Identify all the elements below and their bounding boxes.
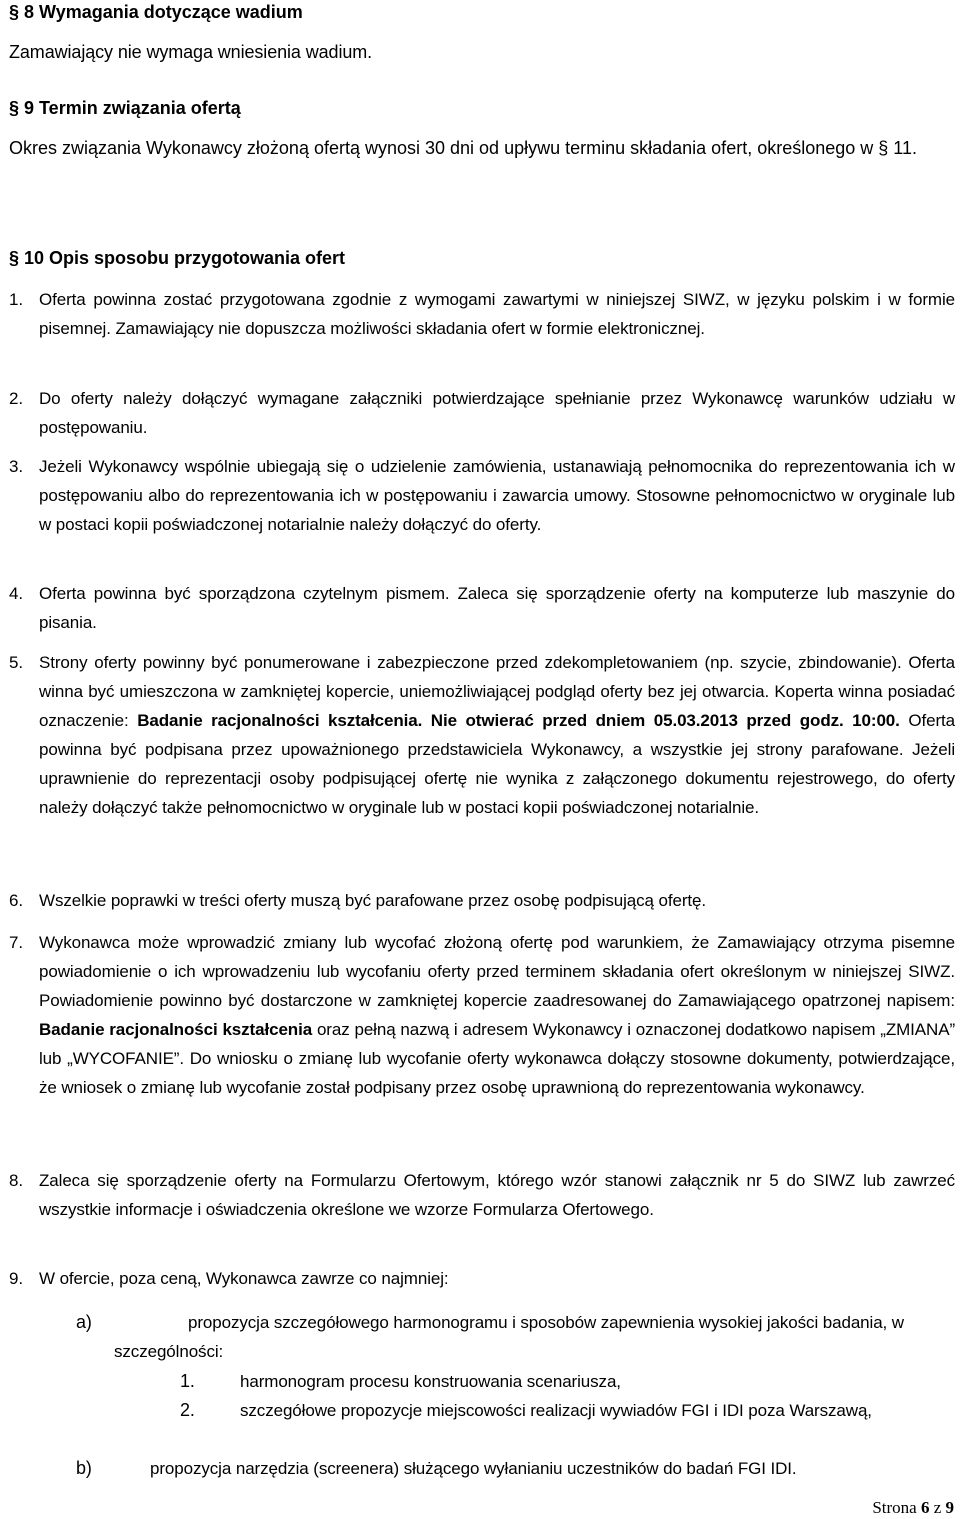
list-item-text: Wszelkie poprawki w treści oferty muszą być parafowane przez osobę podpisującą ofertę. (39, 891, 706, 910)
list-item-text (39, 648, 955, 822)
sub-item-label: b) (76, 1458, 92, 1478)
list-item-number: 2. (9, 389, 23, 408)
sub-item-label: a) (76, 1312, 92, 1332)
list-item-number: 1. (9, 290, 23, 309)
section-8-heading: § 8 Wymagania dotyczące wadium (9, 2, 303, 22)
sub-sub-item-text: harmonogram procesu konstruowania scenariusza, (240, 1372, 621, 1391)
list-item-text: Jeżeli Wykonawcy wspólnie ubiegają się o udzielenie zamówienia, ustanawiają pełnomocnika do reprezentowania ich w postępowaniu albo do reprezentowania ich w postępowaniu i zawarcia umowy. Stosowne pełnomocnictwo w oryginale lub w postaci kopii poświadczonej notarialnie należy dołączyć do oferty. (39, 457, 955, 534)
sub-sub-item-1 (180, 1367, 920, 1396)
section-9-heading: § 9 Termin związania ofertą (9, 98, 241, 118)
list-item-number: 3. (9, 457, 23, 476)
list-item-text: Zaleca się sporządzenie oferty na Formularzu Ofertowym, którego wzór stanowi załącznik nr 5 do SIWZ lub zawrzeć wszystkie informacje i oświadczenia określone we wzorze Formularza Ofertowego. (39, 1171, 955, 1219)
list-item-number: 5. (9, 653, 23, 672)
list-item (9, 928, 955, 1102)
list-item (9, 1264, 955, 1293)
list-item (9, 886, 955, 915)
list-item-text-part: Wykonawca może wprowadzić zmiany lub wycofać złożoną ofertę pod warunkiem, że Zamawiający otrzyma pisemne powiadomienie o ich wprowadzeniu lub wycofaniu oferty przed terminem składania ofert określonym w niniejszej SIWZ. Powiadomienie powinno być dostarczone w zamkniętej kopercie zaadresowanej do Zamawiającego opatrzonej napisem: (39, 933, 955, 1010)
section-10-heading: § 10 Opis sposobu przygotowania ofert (9, 248, 346, 268)
list-item-text-part: Strony oferty powinny być ponumerowane i zabezpieczone przed zdekompletowaniem (np. szycie, zbindowanie). Oferta winna być umieszczona w zamkniętej kopercie, uniemożliwiającej podgląd oferty bez jej otwarcia. Koperta winna posiadać oznaczenie: (39, 653, 955, 730)
footer-separator: z (929, 1498, 946, 1517)
sub-sub-item-label: 2. (180, 1400, 195, 1420)
page-number-footer (872, 1497, 954, 1519)
sub-sub-item-2 (180, 1396, 920, 1425)
list-item (9, 285, 955, 343)
current-page-number: 6 (920, 1498, 930, 1517)
list-item (9, 648, 955, 822)
footer-label: Strona (872, 1498, 921, 1517)
list-item-text: Do oferty należy dołączyć wymagane załączniki potwierdzające spełnianie przez Wykonawcę warunków udziału w postępowaniu. (39, 389, 955, 437)
list-item-text-part: Oferta powinna być podpisana przez upoważnionego przedstawiciela Wykonawcy, a wszystkie jej strony parafowane. Jeżeli uprawnienie do reprezentacji osoby podpisującej ofertę nie wynika z załączonego dokumentu rejestrowego, do oferty należy dołączyć także pełnomocnictwo w oryginale lub w postaci kopii poświadczonej notarialnie. (39, 711, 955, 817)
list-item-text: Oferta powinna zostać przygotowana zgodnie z wymogami zawartymi w niniejszej SIWZ, w języku polskim i w formie pisemnej. Zamawiający nie dopuszcza możliwości składania ofert w formie elektronicznej. (39, 290, 955, 338)
list-item-number: 7. (9, 933, 23, 952)
total-pages-number: 9 (945, 1498, 954, 1517)
list-item-number: 8. (9, 1171, 23, 1190)
list-item-text: W ofercie, poza ceną, Wykonawca zawrze co najmniej: (39, 1269, 449, 1288)
section-8-text: Zamawiający nie wymaga wniesienia wadium. (9, 42, 373, 62)
envelope-marking-bold: Badanie racjonalności kształcenia. Nie otwierać przed dniem 05.03.2013 przed godz. 10:00. (137, 711, 900, 730)
sub-item-text: propozycja narzędzia (screenera) służącego wyłanianiu uczestników do badań FGI IDI. (150, 1459, 797, 1478)
sub-item-a (76, 1308, 946, 1366)
list-item-number: 6. (9, 891, 23, 910)
list-item (9, 384, 955, 442)
section-9-text: Okres związania Wykonawcy złożoną ofertą wynosi 30 dni od upływu terminu składania ofert, określonego w § 11. (9, 138, 917, 158)
list-item (9, 1166, 955, 1224)
list-item (9, 579, 955, 637)
sub-item-b (76, 1454, 956, 1483)
list-item-text (39, 928, 955, 1102)
list-item-number: 4. (9, 584, 23, 603)
sub-item-text: propozycja szczegółowego harmonogramu i sposobów zapewnienia wysokiej jakości badania, w szczególności: (114, 1313, 904, 1361)
list-item (9, 452, 955, 539)
envelope-marking-bold: Badanie racjonalności kształcenia (39, 1020, 313, 1039)
list-item-text: Oferta powinna być sporządzona czytelnym pismem. Zaleca się sporządzenie oferty na komputerze lub maszynie do pisania. (39, 584, 955, 632)
list-item-number: 9. (9, 1269, 23, 1288)
list-item-text-part: oraz pełną nazwą i adresem Wykonawcy i oznaczonej dodatkowo napisem „ZMIANA” lub „WYCOFANIE”. Do wniosku o zmianę lub wycofanie oferty wykonawca dołączy stosowne dokumenty, potwierdzające, że wniosek o zmianę lub wycofanie został podpisany przez osobę uprawnioną do reprezentowania wykonawcy. (39, 1020, 956, 1097)
sub-sub-item-text: szczegółowe propozycje miejscowości realizacji wywiadów FGI i IDI poza Warszawą, (240, 1401, 872, 1420)
sub-sub-item-label: 1. (180, 1371, 195, 1391)
